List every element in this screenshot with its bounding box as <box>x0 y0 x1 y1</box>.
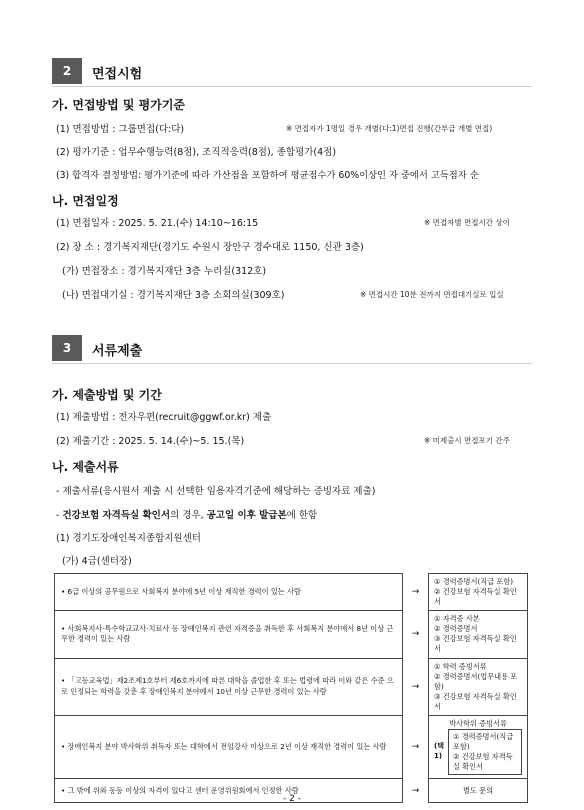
text-line: (1) 면접일자 : 2025. 5. 21.(수) 14:10~16:15 <box>56 218 259 229</box>
subsection-heading: 나. 면접일정 <box>52 194 119 208</box>
divider <box>52 86 532 87</box>
text-line: (1) 면접방법 : 그룹면접(다:다) <box>56 124 185 135</box>
section-3-header <box>52 335 532 361</box>
documents-cell: 별도 문의 <box>429 779 528 803</box>
documents-cell: ① 경력증명서(직급 포함) ② 건강보험 자격득실 확인서 <box>429 574 528 611</box>
section-title: 서류제출 <box>92 344 143 359</box>
arrow-icon: → <box>411 681 420 692</box>
bold-text: 공고일 이후 발급본 <box>206 510 287 521</box>
table-row <box>55 658 528 715</box>
text-line: - 제출서류(응시원서 제출 시 선택한 임용자격기준에 해당하는 증빙자료 제출) <box>56 486 376 497</box>
choice-tag: (택1) <box>434 742 444 761</box>
text-line: (2) 평가기준 : 업무수행능력(8점), 조직적응력(8점), 종합평가(4점) <box>56 147 337 158</box>
choice-group <box>434 729 522 775</box>
documents-cell: ① 자격증 사본 ② 경력증명서 ③ 건강보험 자격득실 확인서 <box>429 611 528 658</box>
note: ※ 면접자가 1명일 경우 개별(다:1)면접 진행(간부급 개별 면접) <box>286 124 493 133</box>
qualification-cell: • 그 밖에 위와 동등 이상의 자격이 있다고 센터 운영위원회에서 인정한 사람 <box>55 779 403 803</box>
section-number: 2 <box>52 58 82 84</box>
text-line: (가) 4급(센터장) <box>62 556 132 567</box>
arrow-icon: → <box>411 629 420 640</box>
requirements-table <box>54 573 528 803</box>
divider <box>52 363 532 364</box>
prefix: - <box>56 510 63 521</box>
qualification-cell: • 장애인복지 분야 박사학위 취득자 또는 대학에서 전임강사 이상으로 2년 이상 재직한 경력이 있는 사람 <box>55 715 403 778</box>
note: ※ 면접자별 면접시간 상이 <box>424 218 510 227</box>
note: ※ 미제출시 면접포기 간주 <box>424 436 510 445</box>
text-line: (가) 면접장소 : 경기복지재단 3층 누리실(312호) <box>62 266 267 277</box>
table-row <box>55 574 528 611</box>
text-line: (1) 경기도장애인복지종합지원센터 <box>56 533 201 544</box>
section-title: 면접시험 <box>92 67 143 82</box>
arrow-icon: → <box>411 785 420 796</box>
text: 의 경우, <box>170 510 207 521</box>
text-line: (3) 합격자 결정방법: 평가기준에 따라 가산점을 포함하여 평균점수가 60%이상인 자 중에서 고득점자 순 <box>56 170 479 181</box>
note: ※ 면접시간 10분 전까지 면접대기실로 입실 <box>360 290 504 299</box>
section-2-header <box>52 58 532 84</box>
section-number: 3 <box>52 335 82 361</box>
arrow-icon: → <box>411 742 420 753</box>
text-line: (1) 제출방법 : 전자우편(recruit@ggwf.or.kr) 제출 <box>56 412 272 423</box>
text-line-emphasis <box>56 507 317 521</box>
page-number: - 2 - <box>283 794 301 804</box>
text-line: (2) 장 소 : 경기복지재단(경기도 수원시 장안구 경수대로 1150, 신관 3층) <box>56 242 364 253</box>
text-line: (나) 면접대기실 : 경기복지재단 3층 소회의실(309호) <box>62 290 285 301</box>
table-row <box>55 715 528 778</box>
text: 에 한함 <box>286 510 318 521</box>
table-row <box>55 611 528 658</box>
choice-box: ① 경력증명서(직급 포함) ② 건강보험 자격득실 확인서 <box>448 729 522 775</box>
bold-text: 건강보험 자격득실 확인서 <box>62 510 171 521</box>
documents-cell: ① 학력 증빙서류 ② 경력증명서(업무내용 포함) ③ 건강보험 자격득실 확인서 <box>429 658 528 715</box>
arrow-icon: → <box>411 587 420 598</box>
qualification-cell: • 「고등교육법」제2조제1호부터 제6호까지에 따른 대학을 졸업한 후 또는 법령에 따라 이와 같은 수준 으로 인정되는 학력을 갖춘 후 장애인복지 분야에서 10년 이상 근무한 경력이 있는 사람 <box>55 658 403 715</box>
subsection-heading: 가. 면접방법 및 평가기준 <box>52 98 186 112</box>
subsection-heading: 나. 제출서류 <box>52 460 119 474</box>
qualification-cell: • 사회복지사·특수학교교사·치료사 등 장애인복지 관련 자격증을 취득한 후 사회복지 분야에서 8년 이상 근무한 경력이 있는 사람 <box>55 611 403 658</box>
degree-proof: 박사학위 증빙서류 <box>449 718 507 728</box>
documents-cell <box>429 715 528 778</box>
text-line: (2) 제출기간 : 2025. 5. 14.(수)~5. 15.(목) <box>56 436 245 447</box>
subsection-heading: 가. 제출방법 및 기간 <box>52 388 162 402</box>
qualification-cell: • 6급 이상의 공무원으로 사회복지 분야에 5년 이상 재직한 경력이 있는 사람 <box>55 574 403 611</box>
